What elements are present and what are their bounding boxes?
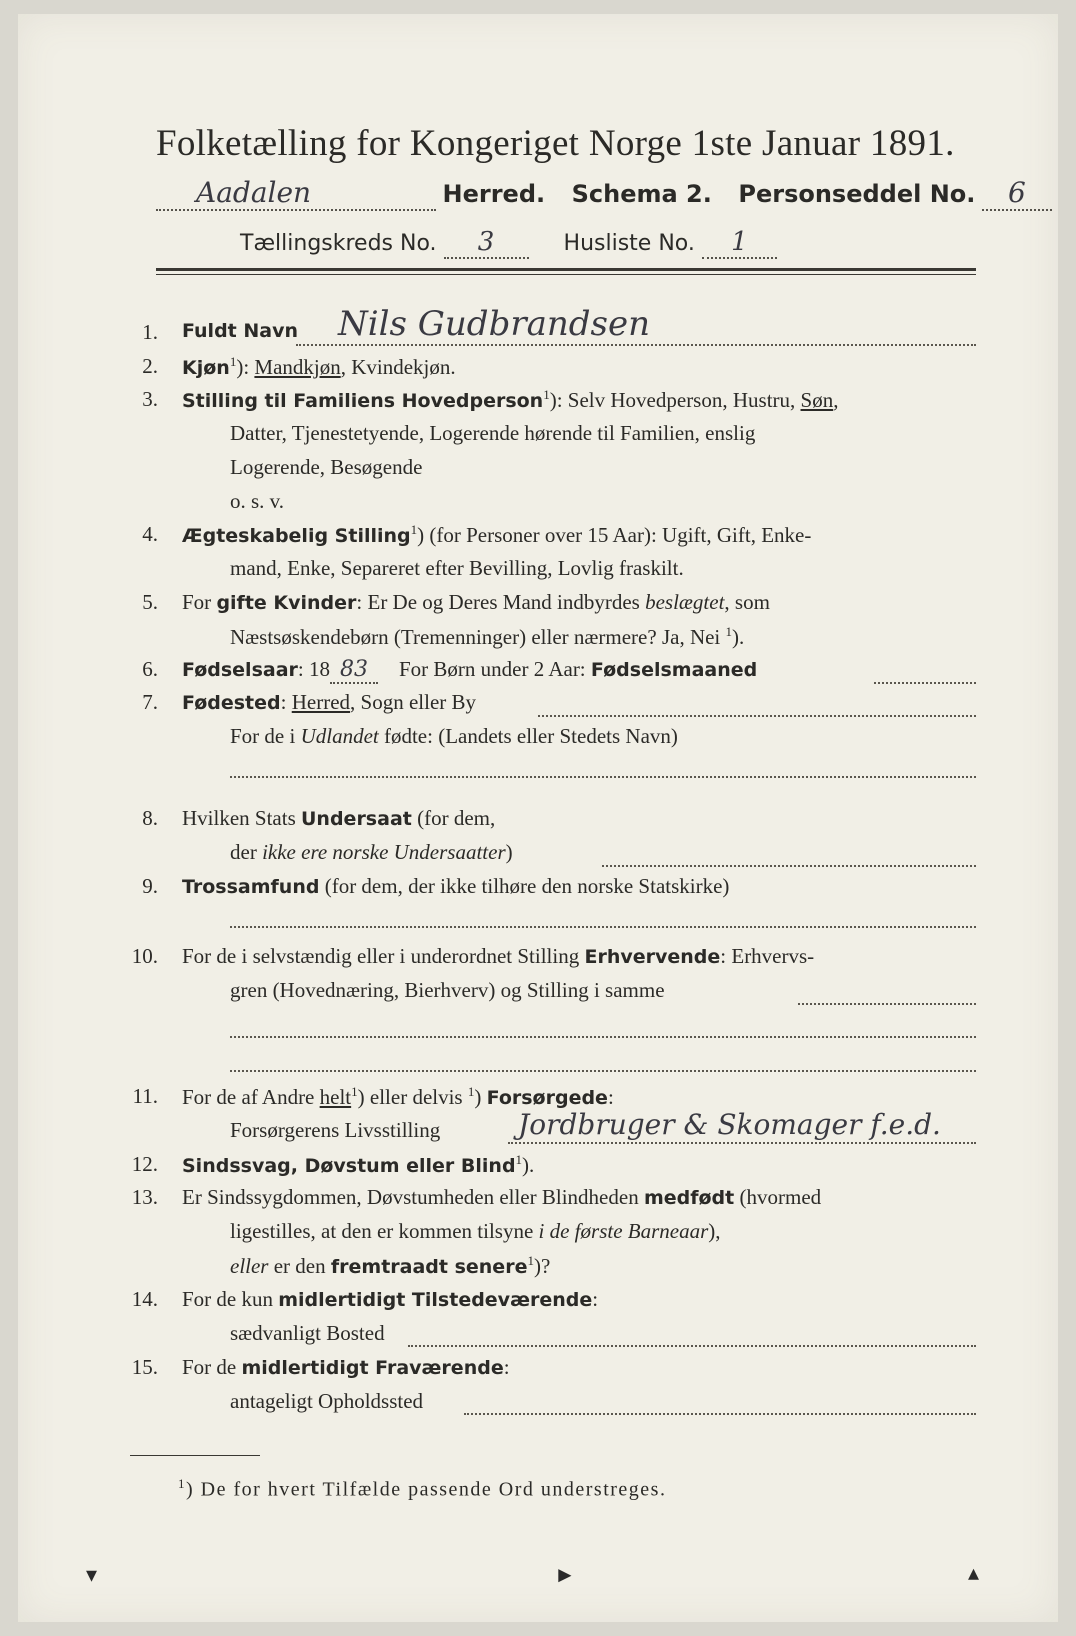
item-12-l1end: ).: [522, 1153, 535, 1177]
item-14-l1b: :: [592, 1287, 599, 1311]
item-13-sup: 1: [527, 1253, 534, 1268]
item-8-l1a: Hvilken Stats: [182, 806, 301, 830]
item-1-number: 1.: [142, 320, 158, 344]
item-4-sup: 1: [410, 522, 418, 537]
footnote-rule: [130, 1455, 260, 1456]
item-13-label-2: fremtraadt senere: [330, 1256, 528, 1278]
item-5-number: 5.: [142, 590, 158, 614]
item-13-l1b: (hvormed: [734, 1185, 822, 1209]
item-11-option-helt: helt: [319, 1085, 352, 1109]
item-11-l1a: For de af Andre: [182, 1085, 320, 1109]
item-10-l1b: : Erhvervs-: [720, 944, 815, 968]
item-8-number: 8.: [142, 806, 158, 830]
item-11-sup-2: 1: [467, 1084, 475, 1099]
registration-mark-center: ►: [554, 1562, 576, 1587]
herred-value: Aadalen: [156, 176, 436, 211]
item-10-dotline-1: [798, 1003, 976, 1005]
item-7-line-1: [182, 690, 476, 715]
item-11-label: Forsørgede: [486, 1087, 608, 1109]
item-2-option-mandkjon: Mandkjøn: [254, 355, 341, 379]
census-sheet: [18, 14, 1058, 1622]
item-11-l1d: :: [607, 1085, 614, 1109]
item-5-l1b: , som: [724, 590, 770, 614]
item-7-l2b: fødte: (Landets eller Stedets Navn): [378, 724, 678, 748]
item-14-line-1: [182, 1287, 598, 1312]
item-10-number: 10.: [131, 944, 158, 968]
item-7-dotline-1: [538, 715, 976, 717]
item-11-l1b: ) eller delvis: [357, 1085, 468, 1109]
item-4-label: Ægteskabelig Stilling: [182, 525, 411, 547]
item-5-l1it: beslægtet: [645, 590, 725, 614]
item-6-number: 6.: [142, 657, 158, 681]
husliste-no: 1: [702, 227, 777, 259]
item-7-dotline-2: [230, 776, 976, 778]
item-3-line-1: [182, 387, 838, 413]
item-13-l2a: ligestilles, at den er kommen tilsyne: [230, 1219, 539, 1243]
item-14-label: midlertidigt Tilstedeværende: [278, 1289, 593, 1311]
item-7-option-herred: Herred: [291, 690, 351, 714]
footnote: [178, 1476, 666, 1502]
item-9-label: Trossamfund: [182, 876, 320, 898]
item-11-number: 11.: [132, 1084, 158, 1108]
item-8-label: Undersaat: [301, 808, 412, 830]
item-12-line-1: [182, 1152, 534, 1178]
item-1-dotline: [296, 344, 976, 346]
item-7-l2a: For de i: [230, 724, 301, 748]
registration-mark-left: ▾: [86, 1562, 98, 1587]
item-7-l1a: :: [280, 690, 292, 714]
item-10-dotline-3: [230, 1070, 976, 1072]
item-3-number: 3.: [142, 387, 158, 411]
item-14-line-2: sædvanligt Bosted: [230, 1321, 385, 1345]
item-10-l1a: For de i selvstændig eller i underordnet Stilling: [182, 944, 585, 968]
personseddel-label: Personseddel No.: [738, 180, 976, 208]
taellingskreds-label: Tællingskreds No.: [240, 231, 437, 256]
item-3-label: Stilling til Familiens Hovedperson: [182, 390, 544, 412]
item-3-l1: ): Selv Hovedperson, Hustru,: [549, 388, 801, 412]
item-13-l2b: ),: [708, 1219, 721, 1243]
item-14-dotline: [408, 1345, 976, 1347]
item-11-value: Jordbruger & Skomager f.e.d.: [518, 1108, 941, 1141]
item-2-text: [182, 354, 456, 380]
item-2-number: 2.: [142, 354, 158, 378]
item-7-l1b: , Sogn eller By: [350, 690, 477, 714]
item-9-line-1: [182, 874, 729, 899]
item-6-year: 83: [330, 657, 378, 684]
item-1-label: Fuldt Navn: [182, 320, 299, 342]
item-6-dotline: [874, 682, 976, 684]
header-rule-thick: [156, 268, 976, 271]
item-4-number: 4.: [142, 522, 158, 546]
item-1-value: Nils Gudbrandsen: [338, 304, 650, 344]
item-13-l1a: Er Sindssygdommen, Døvstumheden eller Blindheden: [182, 1185, 644, 1209]
item-14-number: 14.: [131, 1287, 158, 1311]
item-11-dotline: [508, 1142, 976, 1144]
item-8-l2a: der: [230, 840, 263, 864]
item-4-line-2: mand, Enke, Separeret efter Bevilling, Lovlig fraskilt.: [230, 556, 684, 580]
item-13-l2it: i de første Barneaar: [538, 1219, 709, 1243]
herred-label: Herred.: [442, 180, 546, 208]
item-15-l1a: For de: [182, 1355, 242, 1379]
item-5-line-1: [182, 590, 770, 615]
item-8-l1b: (for dem,: [411, 806, 496, 830]
item-9-l1: (for dem, der ikke tilhøre den norske Statskirke): [319, 874, 730, 898]
item-11-line-1: [182, 1084, 614, 1110]
header-rule-thin: [156, 274, 976, 275]
item-3-line-3: Logerende, Besøgende: [230, 455, 423, 479]
item-5-pre: For: [182, 590, 217, 614]
item-7-l2it: Udlandet: [300, 724, 379, 748]
item-2-label: Kjøn: [182, 357, 230, 379]
item-10-dotline-2: [230, 1036, 976, 1038]
item-5-sup: 1: [725, 624, 733, 639]
item-13-l3it: eller: [230, 1254, 269, 1278]
item-11-l1c: ): [474, 1085, 487, 1109]
item-7-label: Fødested: [182, 692, 281, 714]
item-8-line-1: [182, 806, 495, 831]
item-6-label: Fødselsaar: [182, 659, 298, 681]
footnote-sup: 1: [178, 1476, 186, 1491]
footnote-text: ) De for hvert Tilfælde passende Ord understreges.: [186, 1478, 667, 1501]
item-5-line-2: [230, 624, 744, 650]
item-3-l1end: ,: [833, 388, 839, 412]
item-9-number: 9.: [142, 874, 158, 898]
taellingskreds-no: 3: [444, 227, 529, 259]
item-3-option-son: Søn: [800, 388, 834, 412]
item-13-l3end: )?: [533, 1254, 551, 1278]
item-7-number: 7.: [142, 690, 158, 714]
item-15-l1b: :: [503, 1355, 510, 1379]
item-15-dotline: [464, 1413, 976, 1415]
item-15-line-1: [182, 1355, 510, 1380]
item-5-label: gifte Kvinder: [216, 592, 357, 614]
registration-mark-right: ▴: [968, 1560, 980, 1585]
taellingskreds-line: [240, 227, 777, 259]
item-8-dotline: [602, 865, 976, 867]
item-13-label: medfødt: [643, 1187, 735, 1209]
husliste-label: Husliste No.: [563, 231, 695, 256]
item-11-line-2: Forsørgerens Livsstilling: [230, 1118, 441, 1142]
item-11-sup-1: 1: [351, 1084, 358, 1099]
item-6-line-1: [182, 657, 757, 684]
item-13-line-3: [230, 1253, 550, 1279]
item-8-l2it: ikke ere norske Undersaatter: [262, 840, 506, 864]
item-8-l2b: ): [505, 840, 513, 864]
item-4-l1: ) (for Personer over 15 Aar): Ugift, Gift, Enke-: [417, 523, 812, 547]
item-2-rest-b: , Kvindekjøn.: [340, 355, 456, 379]
item-12-number: 12.: [131, 1152, 158, 1176]
item-13-l3a: er den: [268, 1254, 331, 1278]
item-9-dotline: [230, 926, 976, 928]
item-15-line-2: antageligt Opholdssted: [230, 1389, 424, 1413]
herred-line: [156, 176, 1052, 211]
item-13-line-2: [230, 1219, 721, 1244]
item-13-number: 13.: [131, 1185, 158, 1209]
schema-label: Schema 2.: [571, 180, 712, 208]
item-5-l2: Næstsøskendebørn (Tremenninger) eller nærmere? Ja, Nei: [230, 625, 726, 649]
item-2-sup: 1: [229, 354, 237, 369]
personseddel-no: 6: [982, 176, 1052, 211]
item-3-line-2: Datter, Tjenestetyende, Logerende hørende til Familien, enslig: [230, 421, 756, 445]
item-14-l1a: For de kun: [182, 1287, 279, 1311]
item-4-line-1: [182, 522, 811, 548]
item-2-rest-a: ):: [236, 355, 250, 379]
item-6-l1a: : 18: [297, 657, 330, 681]
item-10-line-1: [182, 944, 814, 969]
item-5-l2end: ).: [732, 625, 745, 649]
page-title: Folketælling for Kongeriget Norge 1ste Januar 1891.: [156, 123, 955, 164]
item-12-label: Sindssvag, Døvstum eller Blind: [182, 1155, 516, 1177]
item-12-sup: 1: [515, 1152, 523, 1167]
item-15-number: 15.: [131, 1355, 158, 1379]
item-3-line-4: o. s. v.: [230, 489, 285, 513]
item-10-label: Erhvervende: [584, 946, 721, 968]
item-15-label: midlertidigt Fraværende: [241, 1357, 504, 1379]
item-7-line-2: [230, 724, 678, 749]
item-10-line-2: gren (Hovednæring, Bierhverv) og Stilling i samme: [230, 978, 665, 1002]
item-8-line-2: [230, 840, 513, 865]
item-6-l1b: For Børn under 2 Aar:: [399, 657, 591, 681]
item-6-label-2: Fødselsmaaned: [590, 659, 758, 681]
item-13-line-1: [182, 1185, 821, 1210]
item-5-l1a: : Er De og Deres Mand indbyrdes: [356, 590, 646, 614]
item-3-sup: 1: [543, 387, 550, 402]
